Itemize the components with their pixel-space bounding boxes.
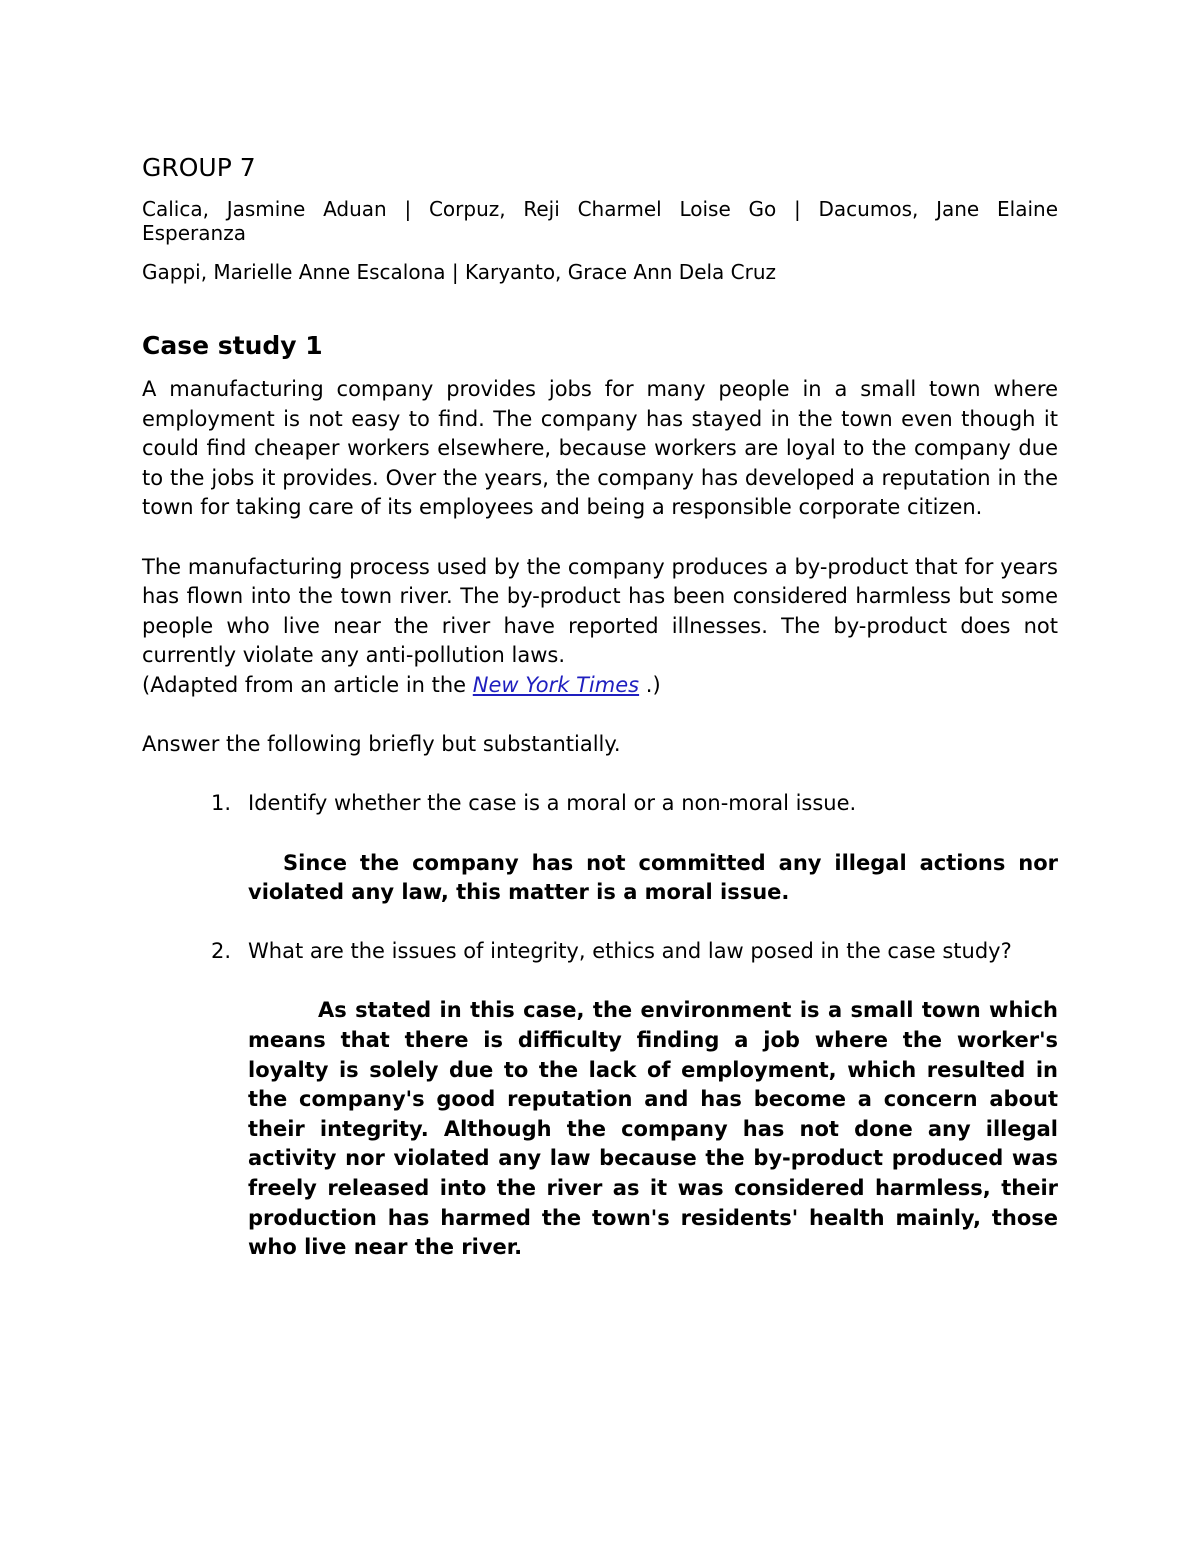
members-line-2: Gappi, Marielle Anne Escalona | Karyanto, Grace Ann Dela Cruz	[142, 260, 777, 284]
members-line-1: Calica, Jasmine Aduan | Corpuz, Reji Charmel Loise Go | Dacumos, Jane Elaine Esperanza	[142, 197, 1058, 245]
source-suffix: .)	[639, 672, 661, 697]
question-1-text: Identify whether the case is a moral or a non-moral issue.	[248, 791, 857, 816]
source-prefix: (Adapted from an article in the	[142, 672, 473, 697]
case-paragraph-1: A manufacturing company provides jobs for many people in a small town where employment is not easy to find. The company has stayed in the town even though it could find cheaper workers elsewhere, because workers are loyal to the company due to the jobs it provides. Over the years, the company has developed a reputation in the town for taking care of its employees and being a responsible corporate citizen.	[142, 377, 1058, 520]
document-page	[142, 150, 1058, 1284]
question-1-number: 1.	[211, 791, 232, 816]
case-paragraph-2: The manufacturing process used by the company produces a by-product that for years has flown into the town river. The by-product has been considered harmless but some people who live near the river have reported illnesses. The by-product does not currently violate any anti-pollution laws.	[142, 554, 1058, 668]
answer-2: As stated in this case, the environment is a small town which means that there is difficulty finding a job where the worker's loyalty is solely due to the lack of employment, which resulted in the company's good reputation and has become a concern about their integrity. Although the company has not done any illegal activity nor violated any law because the by-product produced was freely released into the river as it was considered harmless, their production has harmed the town's residents' health mainly, those who live near the river.	[248, 998, 1058, 1260]
question-2	[211, 937, 1058, 967]
answer-1: Since the company has not committed any illegal actions nor violated any law, this matter is a moral issue.	[248, 850, 1058, 905]
case-title: Case study 1	[142, 331, 323, 360]
instruction: Answer the following briefly but substantially.	[142, 732, 621, 757]
group-title: GROUP 7	[142, 153, 256, 182]
question-2-number: 2.	[211, 939, 232, 964]
question-2-text: What are the issues of integrity, ethics and law posed in the case study?	[248, 939, 1012, 964]
question-1	[211, 789, 1058, 819]
new-york-times-link[interactable]: New York Times	[472, 672, 640, 697]
source-citation	[142, 671, 1058, 701]
